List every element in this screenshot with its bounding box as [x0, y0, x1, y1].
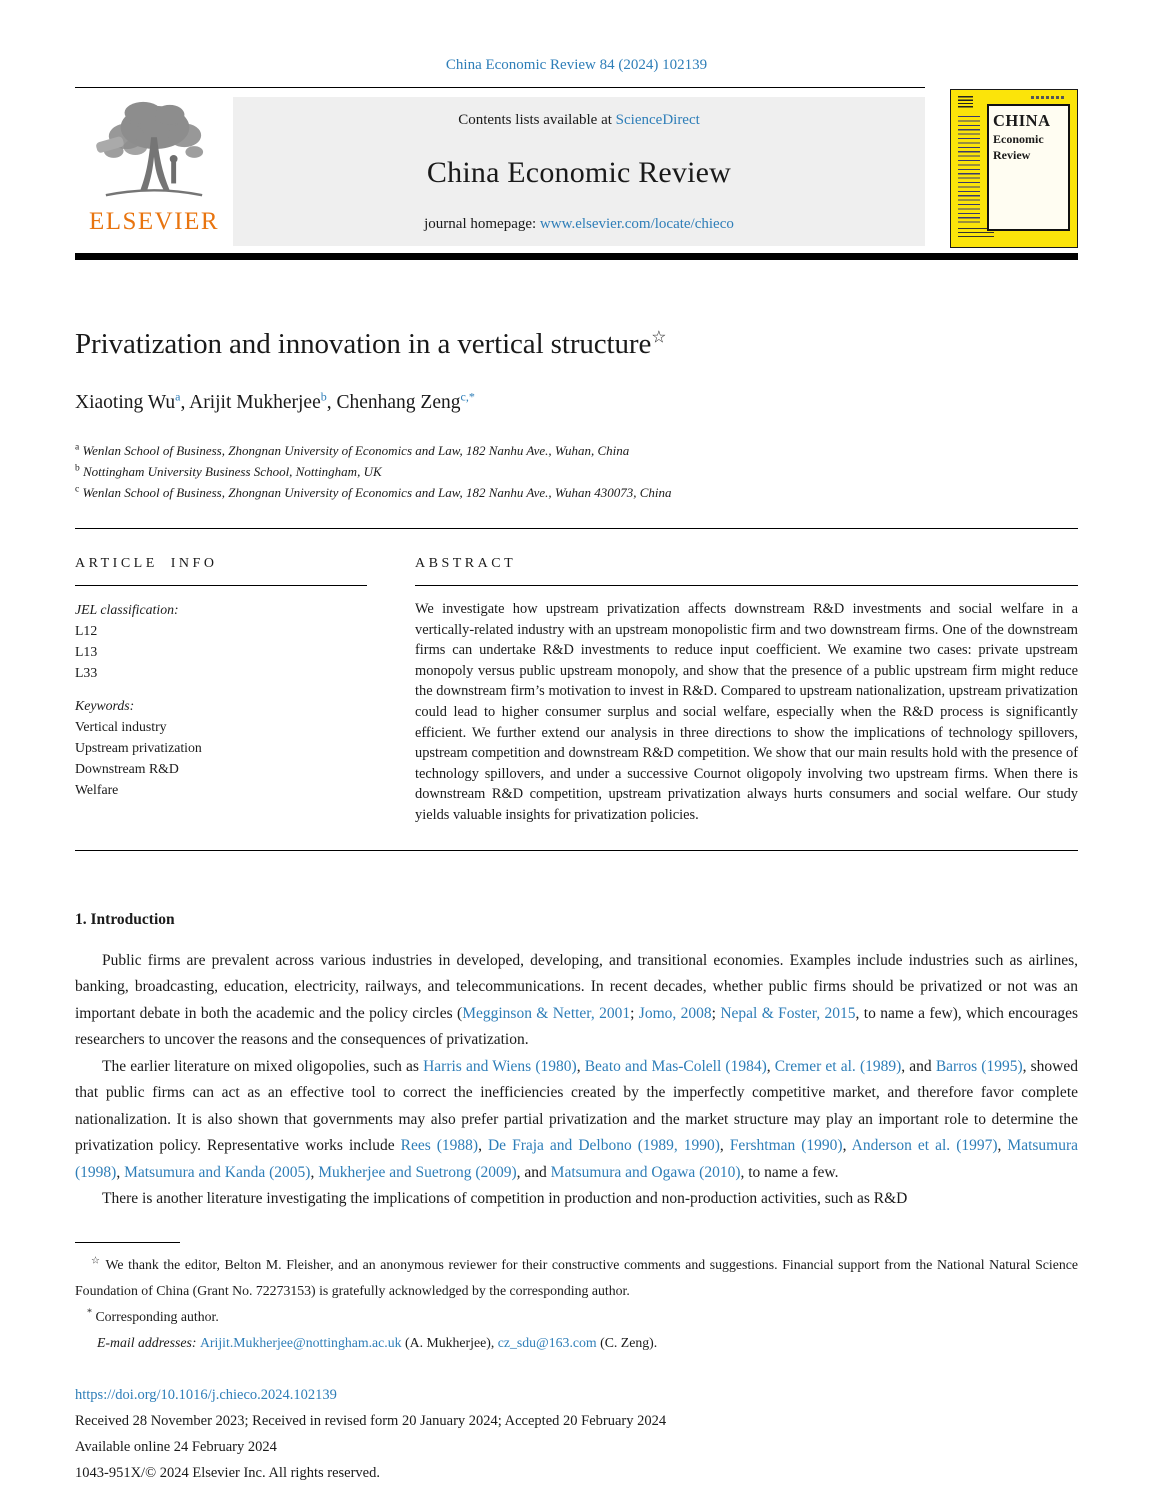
cover-emblem-decor	[958, 96, 973, 109]
keyword: Downstream R&D	[75, 761, 179, 776]
text-segment: c	[75, 484, 80, 495]
text-segment: ,	[766, 1057, 775, 1075]
inline-link[interactable]: ScienceDirect	[615, 112, 700, 128]
text-segment: Nottingham University Business School, Nottingham, UK	[79, 464, 382, 479]
header-divider-bar	[75, 253, 1078, 260]
elsevier-tree-icon	[90, 98, 218, 208]
inline-link[interactable]: Arijit.Mukherjee@nottingham.ac.uk	[199, 1334, 402, 1350]
text-segment: E-mail addresses:	[97, 1334, 200, 1350]
inline-link[interactable]: Beato and Mas-Colell (1984)	[584, 1057, 767, 1075]
inline-link[interactable]: cz_sdu@163.com	[497, 1334, 597, 1350]
inline-link[interactable]: Matsumura and Kanda (2005)	[124, 1163, 311, 1181]
inline-link[interactable]: Fershtman (1990)	[729, 1137, 843, 1155]
journal-homepage-line	[233, 216, 925, 233]
cover-issue-decor	[1031, 96, 1065, 99]
inline-link[interactable]: a	[175, 389, 181, 404]
text-segment: There is another literature investigating the implications of competition in production and non-production activities, such as R&D	[102, 1190, 908, 1208]
abstract-text: We investigate how upstream privatization affects downstream R&D investments and social welfare in a vertically-related industry with an upstream monopolistic firm and two downstream firms. One of the downstream firms can undertake R&D investments to reduce input coefficient. We examine two cases: private upstream monopoly versus public upstream monopoly, and show that the presence of a public upstream firm might reduce the downstream firm’s motivation to invest in R&D. Compared to upstream nationalization, upstream privatization could lead to higher consumer surplus and social welfare, especially when the R&D process is significantly efficient. We further extend our analysis in three directions to show the implications of technology spillovers, upstream competition and downstream R&D competition. We show that our main results hold with the presence of technology spillovers, and under a successive Cournot oligopoly involving two upstream firms. When there is downstream R&D competition, upstream privatization always hurts consumers and social welfare. Our study yields valuable insights for privatization policies.	[415, 601, 1078, 823]
keyword: Vertical industry	[75, 719, 167, 734]
elsevier-wordmark: ELSEVIER	[88, 208, 220, 235]
text-segment: *	[87, 1306, 92, 1318]
text-segment: Corresponding author.	[92, 1308, 219, 1324]
journal-banner	[233, 97, 925, 246]
text-segment: ☆	[91, 1254, 102, 1266]
footnotes	[75, 1242, 1078, 1356]
text-segment: ;	[711, 1004, 721, 1022]
article-info-column	[75, 529, 367, 826]
jel-label: JEL classification:	[75, 602, 179, 617]
text-segment: Public firms are prevalent across various industries in developed, developing, and transitional economies. Examples include industries such as airlines, banking, broadcasting, education, electricity, railways, and telecommunications. In recent decades, whether public firms should be privatized or not was an important debate in both the academic and the policy circles (	[75, 951, 1078, 1022]
text-segment: Privatization and innovation in a vertical structure	[75, 328, 652, 360]
inline-link[interactable]: Matsumura (1998)	[75, 1137, 1079, 1181]
affiliation-c	[75, 482, 1078, 503]
intro-paragraph-3	[75, 1186, 1078, 1213]
cover-title-line3: Review	[993, 148, 1031, 162]
inline-link[interactable]: Matsumura and Ogawa (2010)	[550, 1163, 741, 1181]
journal-title: China Economic Review	[426, 155, 732, 189]
cover-editors-list-decor	[958, 116, 980, 224]
intro-paragraph-1	[75, 948, 1078, 1054]
available-online: Available online 24 February 2024	[75, 1438, 277, 1455]
text-segment: a	[75, 442, 80, 453]
contents-list-line	[233, 112, 925, 129]
inline-link[interactable]: Jomo, 2008	[638, 1004, 712, 1022]
affiliation-a	[75, 440, 1078, 461]
abstract-column	[415, 529, 1078, 826]
text-segment: We thank the editor, Belton M. Fleisher, and an anonymous reviewer for their constructive comments and suggestions. Financial support from the National Natural Science Foundation of China (Grant No. 72273153) is gratefully acknowledged by the corresponding author.	[75, 1256, 1079, 1298]
cover-title-line2: Economic	[993, 132, 1044, 146]
text-segment: , and	[516, 1163, 551, 1181]
inline-link[interactable]: www.elsevier.com/locate/chieco	[539, 216, 734, 232]
inline-link[interactable]: Barros (1995)	[935, 1057, 1023, 1075]
paper-title	[75, 328, 1078, 361]
info-abstract-block	[75, 529, 1078, 851]
email-footnote	[75, 1330, 1078, 1356]
acknowledgement-footnote	[75, 1252, 1078, 1304]
text-segment: Wenlan School of Business, Zhongnan University of Economics and Law, 182 Nanhu Ave., Wuhan, China	[79, 443, 630, 458]
text-segment: ,	[997, 1137, 1008, 1155]
text-segment: , to name a few.	[740, 1163, 839, 1181]
jel-code: L13	[75, 644, 98, 659]
journal-reference: China Economic Review 84 (2024) 102139	[445, 57, 708, 73]
jel-code: L12	[75, 623, 98, 638]
footnote-rule	[75, 1242, 180, 1243]
text-segment: journal homepage:	[424, 216, 540, 232]
article-history-block	[75, 1382, 1078, 1486]
introduction-heading: 1. Introduction	[75, 910, 175, 928]
text-segment: , showed that public firms can act as an effective tool to correct the inefficiencies created by the imperfectly competitive market, and therefore favor complete nationalization. It is also shown that governments may also prefer partial privatization and the market structure may play an important role to determine the privatization policy. Representative works include	[75, 1057, 1078, 1155]
jel-code: L33	[75, 665, 98, 680]
article-info-heading: ARTICLE INFO	[75, 529, 367, 586]
affiliations	[75, 440, 1078, 503]
journal-header-left	[75, 87, 925, 248]
text-segment: ,	[576, 1057, 585, 1075]
inline-link[interactable]: Rees (1988)	[400, 1137, 479, 1155]
elsevier-logo[interactable]	[75, 88, 233, 248]
inline-link[interactable]: b	[320, 389, 327, 404]
inline-link[interactable]: De Fraja and Delbono (1989, 1990)	[487, 1137, 720, 1155]
inline-link[interactable]: Cremer et al. (1989)	[774, 1057, 902, 1075]
inline-link[interactable]: Harris and Wiens (1980)	[423, 1057, 577, 1075]
text-segment: , Arijit Mukherjee	[180, 392, 321, 413]
text-segment: Wenlan School of Business, Zhongnan University of Economics and Law, 182 Nanhu Ave., Wuhan 430073, China	[79, 485, 672, 500]
text-segment: b	[75, 463, 80, 474]
corresponding-author-footnote	[75, 1304, 1078, 1330]
keyword: Welfare	[75, 782, 119, 797]
text-segment: , Chenhang Zeng	[326, 392, 461, 413]
text-segment: ,	[842, 1137, 852, 1155]
inline-link[interactable]: Anderson et al. (1997)	[851, 1137, 998, 1155]
text-segment: ,	[116, 1163, 125, 1181]
author-list	[75, 389, 1078, 414]
abstract-heading: ABSTRACT	[415, 529, 1078, 586]
text-segment: ,	[719, 1137, 730, 1155]
text-segment: , and	[901, 1057, 936, 1075]
inline-link[interactable]: c,*	[460, 389, 475, 404]
text-segment: ;	[630, 1004, 639, 1022]
cover-title-panel	[987, 104, 1070, 231]
received-dates: Received 28 November 2023; Received in revised form 20 January 2024; Accepted 20 February 2024	[75, 1412, 667, 1429]
text-segment: ,	[478, 1137, 488, 1155]
text-segment: Xiaoting Wu	[75, 392, 176, 413]
intro-paragraph-2	[75, 1054, 1078, 1187]
inline-link[interactable]: Megginson & Netter, 2001	[462, 1004, 631, 1022]
doi-link[interactable]: https://doi.org/10.1016/j.chieco.2024.102139	[75, 1386, 337, 1403]
text-segment: , to name a few), which encourages researchers to uncover the reasons and the consequences of privatization.	[75, 1004, 1079, 1049]
keyword: Upstream privatization	[75, 740, 202, 755]
text-segment: (C. Zeng).	[596, 1334, 658, 1350]
text-segment: ☆	[651, 327, 667, 347]
text-segment: (A. Mukherjee),	[401, 1334, 498, 1350]
inline-link[interactable]: Nepal & Foster, 2015	[720, 1004, 856, 1022]
affiliation-b	[75, 461, 1078, 482]
text-segment: ,	[310, 1163, 319, 1181]
text-segment: Contents lists available at	[458, 112, 616, 128]
copyright-line: 1043-951X/© 2024 Elsevier Inc. All rights reserved.	[75, 1464, 380, 1481]
journal-header	[75, 87, 1078, 248]
cover-title-line1: CHINA	[993, 111, 1051, 130]
journal-cover-thumbnail[interactable]	[950, 89, 1078, 248]
text-segment: The earlier literature on mixed oligopolies, such as	[102, 1057, 424, 1075]
inline-link[interactable]: Mukherjee and Suetrong (2009)	[318, 1163, 517, 1181]
keywords-label: Keywords:	[75, 698, 135, 713]
